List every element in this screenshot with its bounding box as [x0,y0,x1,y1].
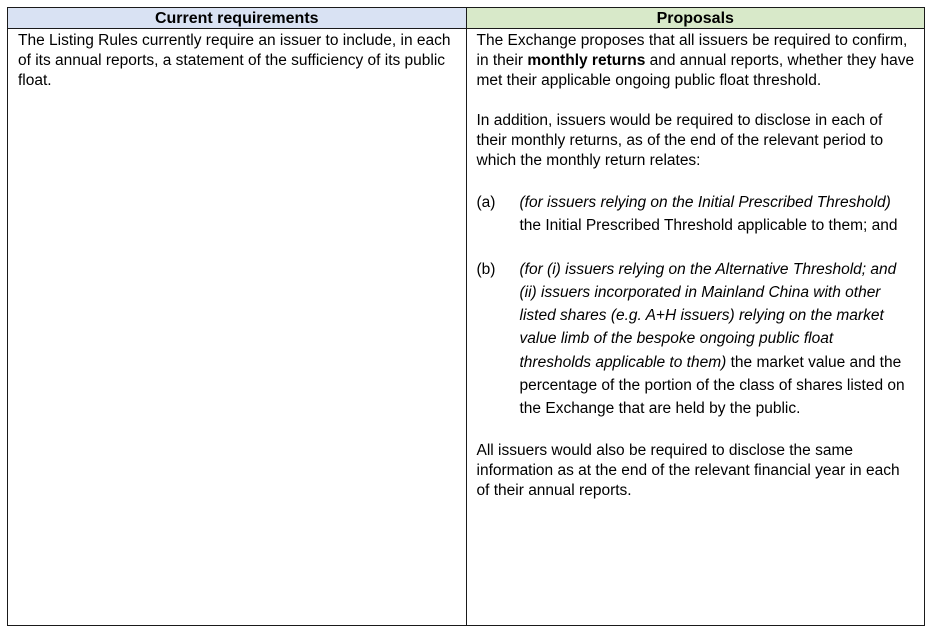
list-item [477,191,917,238]
list-item-body [520,191,917,238]
list-item-label: (b) [476,260,496,278]
list-item-italic: (for (i) issuers relying on the Alternative Threshold; and (ii) issuers incorporated in Mainland China with other listed shares (e.g. A+H issuers) relying on the market value limb of the bespoke ongoing public float thresholds applicable to them) [519,260,897,371]
proposal-intro-start: The Exchange proposes that all issuers be required to confirm, in their [476,32,908,69]
table-header-row [8,8,925,29]
list-item [477,258,917,421]
table-row [8,29,925,626]
proposal-closing: All issuers would also be required to disclose the same information as at the end of the relevant financial year in each of their annual reports. [476,441,900,499]
proposal-intro-end: and annual reports, whether they have met their applicable ongoing public float threshold. [476,52,915,89]
list-item-text: the market value and the percentage of the portion of the class of shares listed on the Exchange that are held by the public. [519,353,905,418]
list-item-label: (a) [476,194,496,211]
list-item-text: the Initial Prescribed Threshold applicable to them; and [519,217,898,235]
list-item-italic: (for issuers relying on the Initial Prescribed Threshold) [519,194,891,211]
list-item-body [520,258,917,421]
current-requirements-text: The Listing Rules currently require an issuer to include, in each of its annual reports, a statement of the sufficiency of its public float. [18,32,451,89]
header-proposals: Proposals [466,8,925,29]
requirements-table [7,7,925,626]
proposal-addition: In addition, issuers would be required to disclose in each of their monthly returns, as of the end of the relevant period to which the monthly return relates: [476,112,884,169]
current-requirements-cell [8,29,467,626]
header-current-requirements: Current requirements [8,8,467,29]
proposals-cell [466,29,925,626]
proposal-intro-bold: monthly returns [527,52,646,69]
proposal-intro [477,31,917,91]
